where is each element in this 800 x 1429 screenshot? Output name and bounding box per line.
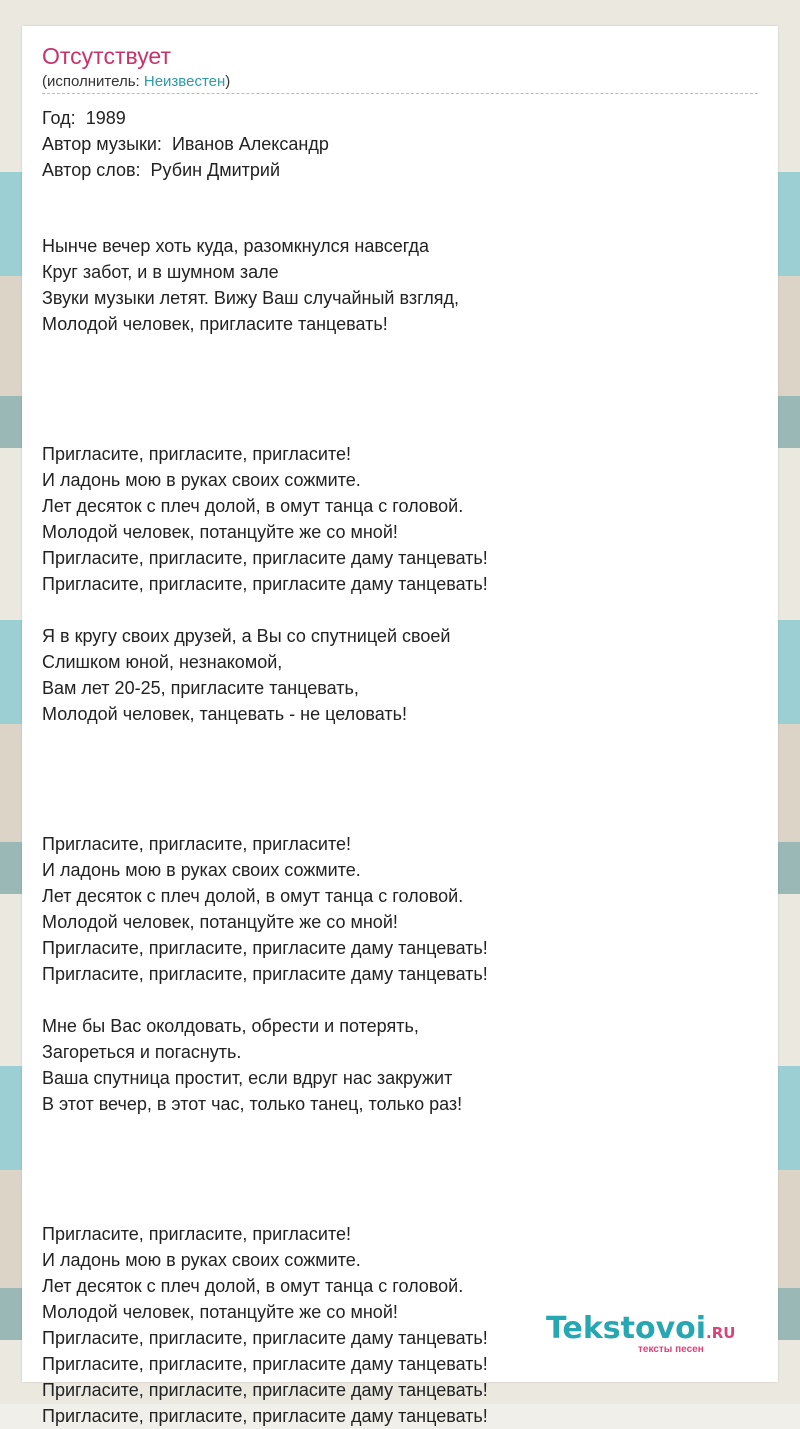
lyric-line: Пригласите, пригласите, пригласите! <box>42 444 352 464</box>
song-meta <box>42 105 329 183</box>
lyric-line: Пригласите, пригласите, пригласите даму танцевать! <box>42 574 488 594</box>
lyric-line: В этот вечер, в этот час, только танец, только раз! <box>42 1094 463 1114</box>
lyric-line: И ладонь мою в руках своих сожмите. <box>42 470 361 490</box>
lyric-line: Пригласите, пригласите, пригласите даму танцевать! <box>42 938 488 958</box>
site-logo[interactable] <box>546 1311 756 1355</box>
meta-music-label: Автор музыки: <box>42 134 162 154</box>
meta-words-author <box>42 157 329 183</box>
lyric-line: Лет десяток с плеч долой, в омут танца с головой. <box>42 886 464 906</box>
artist-line <box>42 72 230 92</box>
lyric-line: Молодой человек, потанцуйте же со мной! <box>42 522 398 542</box>
lyrics-card <box>22 26 778 1426</box>
artist-link[interactable]: Неизвестен <box>143 73 226 90</box>
lyrics-text <box>42 233 488 1429</box>
lyric-line: Молодой человек, пригласите танцевать! <box>42 314 388 334</box>
lyric-line: И ладонь мою в руках своих сожмите. <box>42 1250 361 1270</box>
lyric-line: Нынче вечер хоть куда, разомкнулся навсегда <box>42 236 429 256</box>
logo-tagline: тексты песен <box>638 1344 704 1355</box>
meta-year <box>42 105 329 131</box>
lyric-line: Слишком юной, незнакомой, <box>42 652 283 672</box>
artist-suffix: ) <box>225 73 231 90</box>
meta-year-value: 1989 <box>85 108 126 128</box>
meta-music-author <box>42 131 329 157</box>
song-title: Отсутствует <box>42 43 171 69</box>
lyric-line: Мне бы Вас околдовать, обрести и потерять, <box>42 1016 419 1036</box>
lyric-line: Вам лет 20-25, пригласите танцевать, <box>42 678 359 698</box>
lyric-line: Пригласите, пригласите, пригласите даму танцевать! <box>42 1406 488 1426</box>
logo-name: Tekstovoi <box>546 1311 707 1346</box>
lyric-line: Пригласите, пригласите, пригласите даму танцевать! <box>42 1328 488 1348</box>
stanza-gap <box>42 337 488 441</box>
stanza-gap <box>42 727 488 831</box>
stanza-gap <box>42 597 488 623</box>
stanza-gap <box>42 1117 488 1221</box>
lyric-line: Пригласите, пригласите, пригласите даму танцевать! <box>42 1354 488 1374</box>
lyric-line: Молодой человек, потанцуйте же со мной! <box>42 1302 398 1322</box>
lyric-line: Лет десяток с плеч долой, в омут танца с головой. <box>42 496 464 516</box>
lyric-line: Лет десяток с плеч долой, в омут танца с головой. <box>42 1276 464 1296</box>
lyric-line: Молодой человек, потанцуйте же со мной! <box>42 912 398 932</box>
lyric-line: И ладонь мою в руках своих сожмите. <box>42 860 361 880</box>
meta-music-value: Иванов Александр <box>171 134 329 154</box>
meta-words-label: Автор слов: <box>42 160 141 180</box>
lyric-line: Звуки музыки летят. Вижу Ваш случайный взгляд, <box>42 288 460 308</box>
lyric-line: Пригласите, пригласите, пригласите даму танцевать! <box>42 964 488 984</box>
lyric-line: Пригласите, пригласите, пригласите даму танцевать! <box>42 548 488 568</box>
artist-prefix: (исполнитель: <box>42 73 144 90</box>
lyric-line: Пригласите, пригласите, пригласите! <box>42 834 352 854</box>
lyric-line: Молодой человек, танцевать - не целовать! <box>42 704 407 724</box>
lyric-line: Ваша спутница простит, если вдруг нас закружит <box>42 1068 453 1088</box>
lyric-line: Я в кругу своих друзей, а Вы со спутницей своей <box>42 626 451 646</box>
meta-year-label: Год: <box>42 108 76 128</box>
logo-tld: .RU <box>706 1324 736 1342</box>
lyric-line: Загореться и погаснуть. <box>42 1042 242 1062</box>
stanza-gap <box>42 987 488 1013</box>
title-divider <box>42 93 758 94</box>
meta-words-value: Рубин Дмитрий <box>150 160 281 180</box>
lyric-line: Круг забот, и в шумном зале <box>42 262 279 282</box>
lyric-line: Пригласите, пригласите, пригласите! <box>42 1224 352 1244</box>
lyric-line: Пригласите, пригласите, пригласите даму танцевать! <box>42 1380 488 1400</box>
